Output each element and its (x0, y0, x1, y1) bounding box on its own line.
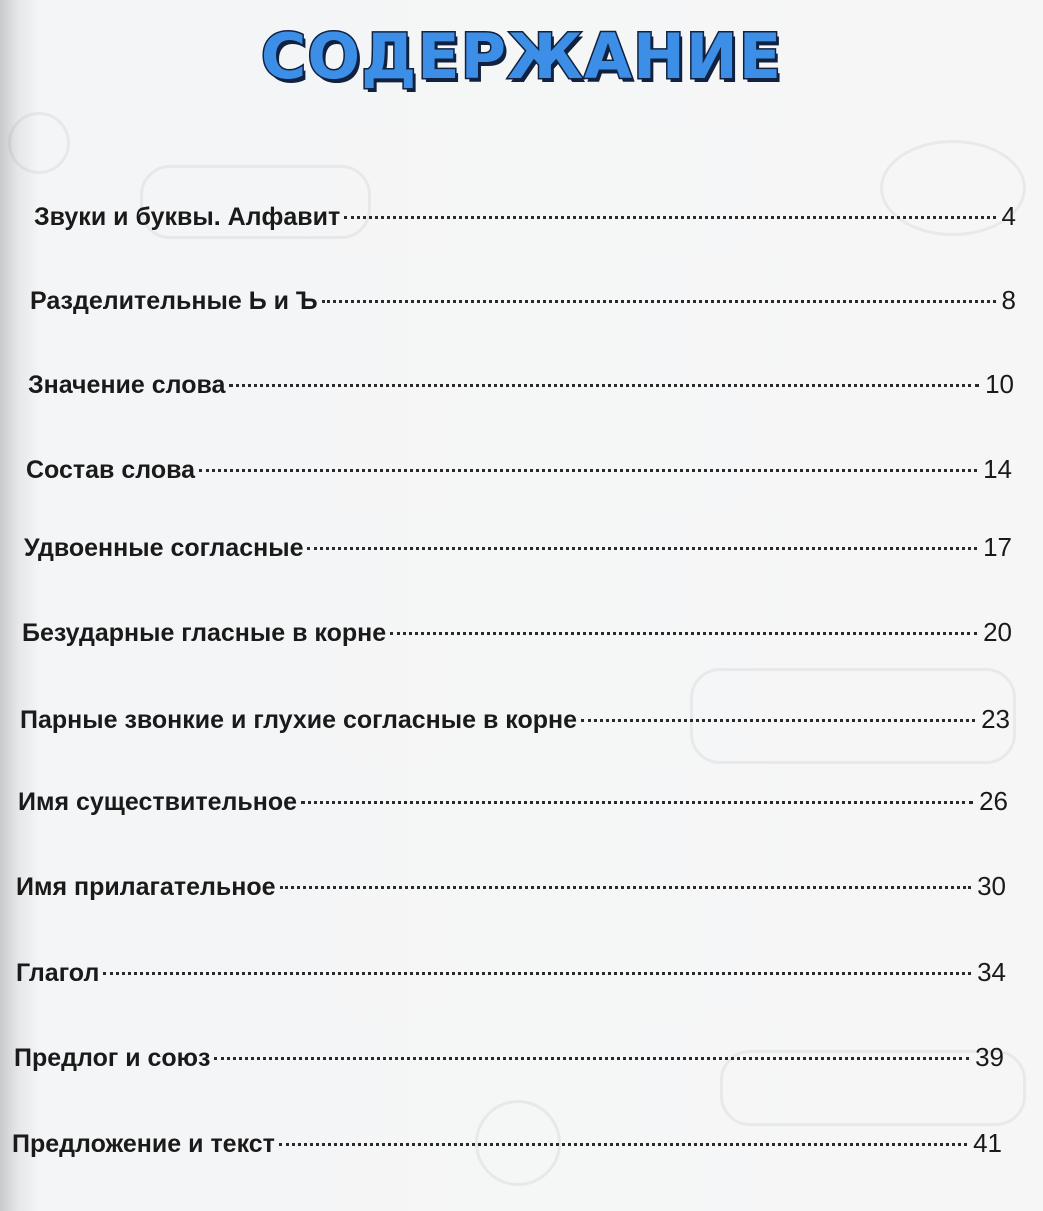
toc-entry[interactable] (16, 868, 1006, 904)
toc-entry-label: Имя существительное (18, 788, 298, 816)
toc-entry-page: 34 (977, 957, 1006, 987)
dot-leader (279, 1143, 967, 1146)
dot-leader (581, 719, 975, 722)
toc-entry-label: Предложение и текст (12, 1130, 275, 1158)
toc-entry[interactable] (30, 282, 1016, 318)
toc-entry[interactable] (16, 954, 1006, 990)
toc-entry[interactable] (22, 614, 1012, 650)
dot-leader (199, 469, 977, 472)
dot-leader (103, 972, 971, 975)
toc-entry-page: 10 (985, 369, 1014, 399)
dot-leader (322, 300, 996, 303)
toc-entry-page: 20 (983, 617, 1012, 647)
toc-entry-page: 23 (981, 704, 1010, 734)
toc-entry-label: Безударные гласные в корне (22, 619, 387, 647)
toc-entry-label: Значение слова (28, 371, 226, 399)
toc-entry-label: Имя прилагательное (16, 873, 276, 901)
dot-leader (280, 886, 972, 889)
toc-entry-page: 4 (1001, 201, 1016, 231)
toc-entry-label: Разделительные Ь и Ъ (30, 287, 318, 315)
toc-entry[interactable] (26, 451, 1012, 487)
dot-leader (344, 216, 995, 219)
dot-leader (214, 1057, 969, 1060)
toc-entry-page: 30 (977, 871, 1006, 901)
dot-leader (307, 547, 977, 550)
toc-entry-label: Глагол (16, 959, 100, 987)
toc-entry-page: 39 (975, 1042, 1004, 1072)
toc-entry-label: Звуки и буквы. Алфавит (34, 203, 341, 231)
toc-entry-label: Удвоенные согласные (24, 534, 304, 562)
page-title: СОДЕРЖАНИЕ (260, 20, 783, 93)
toc-entry-page: 26 (979, 786, 1008, 816)
toc-entry[interactable] (20, 701, 1010, 737)
toc-entry-label: Парные звонкие и глухие согласные в корне (20, 706, 577, 734)
toc-entry[interactable] (28, 366, 1014, 402)
toc-entry-page: 41 (973, 1128, 1002, 1158)
dot-leader (390, 632, 977, 635)
toc-entry-page: 14 (983, 454, 1012, 484)
toc-entry-page: 17 (983, 532, 1012, 562)
toc-entry[interactable] (14, 1039, 1004, 1075)
dot-leader (229, 384, 979, 387)
toc-entry[interactable] (12, 1125, 1002, 1161)
toc-entry-label: Состав слова (26, 456, 196, 484)
toc-entry[interactable] (34, 198, 1016, 234)
toc-entry-page: 8 (1001, 285, 1016, 315)
toc-entry-label: Предлог и союз (14, 1044, 211, 1072)
dot-leader (301, 801, 973, 804)
toc-entry[interactable] (18, 783, 1008, 819)
toc-entry[interactable] (24, 529, 1012, 565)
